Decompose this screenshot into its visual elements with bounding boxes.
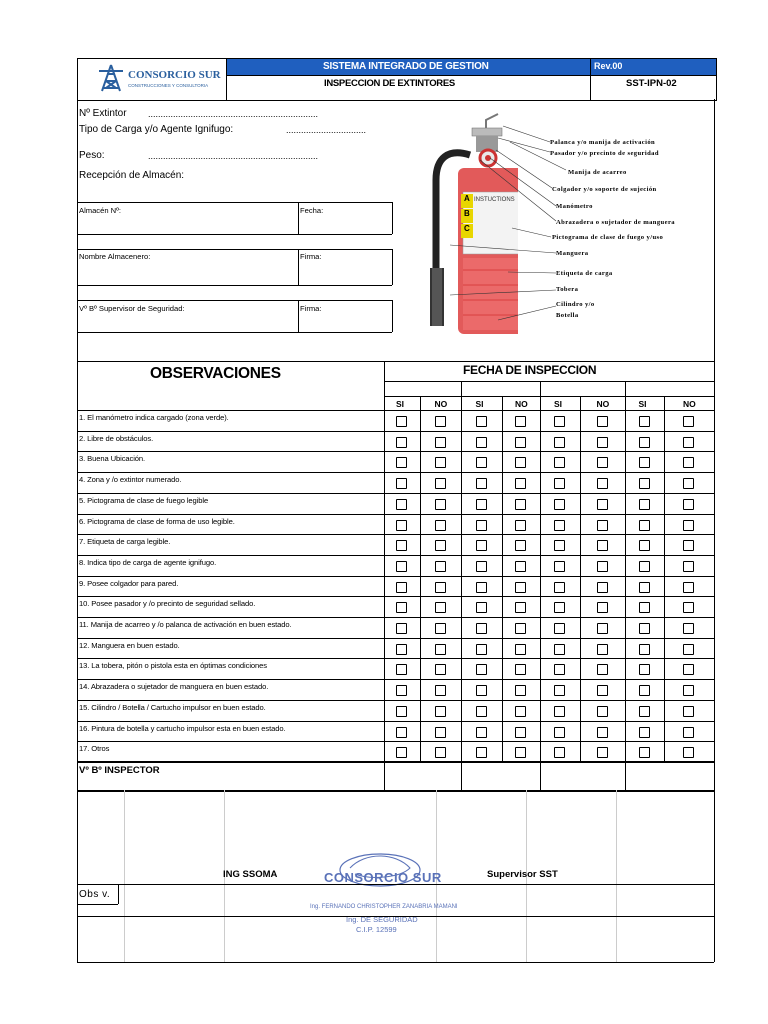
firma-label: Firma: (300, 252, 322, 261)
no-checkbox[interactable] (683, 478, 694, 489)
company-stamp (310, 848, 460, 940)
diagram-label-manguera: Manguera (556, 250, 589, 257)
checklist-item: 7. Etiqueta de carga legible. (79, 537, 171, 547)
si-checkbox[interactable] (639, 561, 650, 572)
no-checkbox[interactable] (597, 437, 608, 448)
si-checkbox[interactable] (639, 478, 650, 489)
si-checkbox[interactable] (476, 540, 487, 551)
diagram-label-cilindro: Cilindro y/o (556, 301, 595, 308)
no-checkbox[interactable] (515, 685, 526, 696)
si-checkbox[interactable] (554, 706, 565, 717)
extintor-label: Nº Extintor (79, 108, 127, 119)
no-checkbox[interactable] (683, 437, 694, 448)
si-checkbox[interactable] (476, 602, 487, 613)
tipo-carga-label: Tipo de Carga y/o Agente Ignifugo: (79, 124, 234, 135)
no-checkbox[interactable] (435, 478, 446, 489)
supervisor-sst-label: Supervisor SST (487, 869, 558, 880)
no-checkbox[interactable] (597, 540, 608, 551)
checklist-item: 10. Posee pasador y /o precinto de seguridad sellado. (79, 599, 256, 609)
no-checkbox[interactable] (435, 520, 446, 531)
si-checkbox[interactable] (396, 457, 407, 468)
no-checkbox[interactable] (515, 561, 526, 572)
checklist-item: 17. Otros (79, 744, 110, 754)
checklist-item: 9. Posee colgador para pared. (79, 578, 179, 588)
checklist-item: 12. Manguera en buen estado. (79, 640, 180, 650)
si-column-header: SI (475, 399, 484, 409)
no-checkbox[interactable] (515, 437, 526, 448)
stamp-engineer-name: Ing. FERNANDO CHRISTOPHER ZANABRIA MAMANI (310, 904, 458, 910)
class-c-label: C (464, 224, 470, 233)
vb-inspector-label: Vº Bº INSPECTOR (79, 765, 160, 776)
no-checkbox[interactable] (683, 520, 694, 531)
no-checkbox[interactable] (597, 644, 608, 655)
no-checkbox[interactable] (515, 664, 526, 675)
si-checkbox[interactable] (476, 727, 487, 738)
ing-ssoma-label: ING SSOMA (223, 869, 278, 880)
si-checkbox[interactable] (554, 437, 565, 448)
no-checkbox[interactable] (683, 561, 694, 572)
no-checkbox[interactable] (597, 582, 608, 593)
observaciones-title: OBSERVACIONES (150, 365, 281, 382)
si-checkbox[interactable] (554, 685, 565, 696)
si-checkbox[interactable] (639, 457, 650, 468)
checklist-item: 16. Pintura de botella y cartucho impulsor esta en buen estado. (79, 723, 286, 733)
peso-label: Peso: (79, 150, 105, 161)
si-checkbox[interactable] (639, 685, 650, 696)
si-checkbox[interactable] (396, 499, 407, 510)
no-checkbox[interactable] (683, 747, 694, 758)
no-checkbox[interactable] (435, 457, 446, 468)
si-column-header: SI (554, 399, 563, 409)
no-checkbox[interactable] (515, 499, 526, 510)
no-checkbox[interactable] (435, 747, 446, 758)
no-checkbox[interactable] (515, 644, 526, 655)
si-checkbox[interactable] (639, 644, 650, 655)
si-checkbox[interactable] (554, 623, 565, 634)
no-checkbox[interactable] (435, 416, 446, 427)
si-checkbox[interactable] (554, 478, 565, 489)
no-checkbox[interactable] (515, 706, 526, 717)
diagram-label-tobera: Tobera (556, 286, 579, 293)
checklist-item: 4. Zona y /o extintor numerado. (79, 475, 182, 485)
si-checkbox[interactable] (396, 623, 407, 634)
no-checkbox[interactable] (597, 416, 608, 427)
si-checkbox[interactable] (476, 416, 487, 427)
si-checkbox[interactable] (554, 664, 565, 675)
si-checkbox[interactable] (554, 602, 565, 613)
si-checkbox[interactable] (476, 644, 487, 655)
checklist-item: 3. Buena Ubicación. (79, 454, 146, 464)
no-checkbox[interactable] (683, 416, 694, 427)
no-checkbox[interactable] (515, 747, 526, 758)
si-column-header: SI (638, 399, 647, 409)
no-checkbox[interactable] (435, 499, 446, 510)
no-checkbox[interactable] (597, 561, 608, 572)
diagram-label-pictograma: Pictograma de clase de fuego y/uso (552, 234, 664, 241)
si-checkbox[interactable] (476, 747, 487, 758)
si-checkbox[interactable] (639, 520, 650, 531)
no-checkbox[interactable] (435, 664, 446, 675)
class-a-label: A (464, 194, 470, 203)
form-title: INSPECCION DE EXTINTORES (324, 78, 455, 89)
checklist-item: 2. Libre de obstáculos. (79, 433, 154, 443)
si-checkbox[interactable] (396, 747, 407, 758)
no-checkbox[interactable] (515, 623, 526, 634)
no-checkbox[interactable] (597, 499, 608, 510)
si-checkbox[interactable] (476, 623, 487, 634)
si-checkbox[interactable] (554, 727, 565, 738)
si-checkbox[interactable] (476, 582, 487, 593)
si-checkbox[interactable] (476, 437, 487, 448)
no-checkbox[interactable] (435, 540, 446, 551)
tower-logo-icon (96, 63, 126, 93)
si-checkbox[interactable] (396, 540, 407, 551)
no-checkbox[interactable] (597, 623, 608, 634)
si-checkbox[interactable] (476, 478, 487, 489)
no-column-header: NO (434, 399, 448, 409)
no-checkbox[interactable] (597, 685, 608, 696)
no-checkbox[interactable] (683, 685, 694, 696)
diagram-label-manija: Manija de acarreo (568, 169, 627, 176)
si-checkbox[interactable] (639, 602, 650, 613)
no-checkbox[interactable] (683, 623, 694, 634)
si-checkbox[interactable] (476, 685, 487, 696)
no-checkbox[interactable] (683, 602, 694, 613)
si-checkbox[interactable] (554, 499, 565, 510)
no-checkbox[interactable] (683, 540, 694, 551)
si-checkbox[interactable] (554, 582, 565, 593)
document-code: SST-IPN-02 (626, 78, 677, 89)
diagram-label-pasador: Pasador y/o precinto de seguridad (550, 150, 659, 157)
si-checkbox[interactable] (396, 582, 407, 593)
no-checkbox[interactable] (597, 747, 608, 758)
class-b-label: B (464, 209, 470, 218)
si-checkbox[interactable] (476, 457, 487, 468)
si-checkbox[interactable] (554, 644, 565, 655)
checklist-item: 6. Pictograma de clase de forma de uso legible. (79, 516, 235, 526)
no-checkbox[interactable] (683, 664, 694, 675)
no-checkbox[interactable] (683, 499, 694, 510)
checklist-item: 15. Cilindro / Botella / Cartucho impulsor en buen estado. (79, 702, 266, 712)
no-checkbox[interactable] (683, 457, 694, 468)
si-column-header: SI (396, 399, 405, 409)
no-checkbox[interactable] (515, 416, 526, 427)
si-checkbox[interactable] (476, 706, 487, 717)
si-checkbox[interactable] (396, 478, 407, 489)
no-checkbox[interactable] (597, 706, 608, 717)
no-checkbox[interactable] (515, 602, 526, 613)
si-checkbox[interactable] (554, 561, 565, 572)
si-checkbox[interactable] (639, 727, 650, 738)
no-checkbox[interactable] (515, 457, 526, 468)
no-checkbox[interactable] (435, 706, 446, 717)
si-checkbox[interactable] (639, 623, 650, 634)
diagram-label-botella: Botella (556, 312, 579, 319)
no-column-header: NO (683, 399, 696, 409)
no-checkbox[interactable] (597, 602, 608, 613)
recepcion-label: Recepción de Almacén: (79, 170, 185, 181)
no-checkbox[interactable] (435, 602, 446, 613)
no-checkbox[interactable] (435, 685, 446, 696)
si-checkbox[interactable] (396, 685, 407, 696)
no-checkbox[interactable] (597, 520, 608, 531)
no-checkbox[interactable] (435, 437, 446, 448)
si-checkbox[interactable] (396, 727, 407, 738)
no-checkbox[interactable] (435, 561, 446, 572)
almacen-label: Almacén Nº: (79, 206, 122, 215)
obs-label: Obs v. (79, 889, 111, 900)
no-column-header: NO (515, 399, 528, 409)
si-checkbox[interactable] (554, 416, 565, 427)
si-checkbox[interactable] (476, 499, 487, 510)
fecha-label: Fecha: (300, 206, 324, 215)
si-checkbox[interactable] (554, 747, 565, 758)
diagram-label-abrazadera: Abrazadera o sujetador de manguera (556, 219, 675, 226)
firma-label: Firma: (300, 304, 322, 313)
si-checkbox[interactable] (396, 644, 407, 655)
checklist-item: 8. Indica tipo de carga de agente ignifugo. (79, 557, 217, 567)
fecha-inspeccion-title: FECHA DE INSPECCION (463, 363, 597, 377)
no-checkbox[interactable] (515, 582, 526, 593)
stamp-role: Ing. DE SEGURIDAD (346, 915, 418, 924)
si-checkbox[interactable] (639, 664, 650, 675)
checklist-item: 11. Manija de acarreo y /o palanca de activación en buen estado. (79, 620, 292, 629)
no-checkbox[interactable] (515, 727, 526, 738)
vb-supervisor-label: Vº Bº Supervisor de Seguridad: (79, 304, 185, 313)
no-checkbox[interactable] (683, 727, 694, 738)
si-checkbox[interactable] (639, 582, 650, 593)
no-checkbox[interactable] (435, 727, 446, 738)
si-checkbox[interactable] (639, 437, 650, 448)
diagram-label-palanca: Palanca y/o manija de activación (550, 139, 656, 146)
tipo-carga-dots: ................................ (286, 125, 367, 135)
no-checkbox[interactable] (597, 727, 608, 738)
stamp-cip: C.I.P. 12599 (356, 925, 397, 934)
no-checkbox[interactable] (515, 540, 526, 551)
peso-dots: .................................................................... (148, 151, 319, 161)
no-checkbox[interactable] (515, 520, 526, 531)
si-checkbox[interactable] (396, 664, 407, 675)
no-checkbox[interactable] (597, 457, 608, 468)
si-checkbox[interactable] (396, 602, 407, 613)
si-checkbox[interactable] (476, 664, 487, 675)
checklist-item: 14. Abrazadera o sujetador de manguera en buen estado. (79, 682, 269, 692)
si-checkbox[interactable] (639, 747, 650, 758)
diagram-label-manometro: Manómetro (556, 203, 593, 210)
checklist-item: 5. Pictograma de clase de fuego legible (79, 495, 209, 505)
no-checkbox[interactable] (683, 582, 694, 593)
si-checkbox[interactable] (554, 540, 565, 551)
si-checkbox[interactable] (639, 416, 650, 427)
no-column-header: NO (596, 399, 610, 409)
si-checkbox[interactable] (554, 520, 565, 531)
company-logo (94, 61, 234, 95)
extintor-dots: .................................................................... (148, 109, 319, 119)
si-checkbox[interactable] (476, 561, 487, 572)
no-checkbox[interactable] (683, 644, 694, 655)
si-checkbox[interactable] (396, 437, 407, 448)
si-checkbox[interactable] (396, 706, 407, 717)
si-checkbox[interactable] (476, 520, 487, 531)
no-checkbox[interactable] (435, 623, 446, 634)
checklist-item: 1. El manómetro indica cargado (zona verde). (79, 413, 229, 422)
nombre-almacenero-label: Nombre Almacenero: (79, 252, 151, 261)
si-checkbox[interactable] (639, 499, 650, 510)
no-checkbox[interactable] (683, 706, 694, 717)
no-checkbox[interactable] (515, 478, 526, 489)
diagram-label-etiqueta: Etiqueta de carga (556, 270, 613, 277)
si-checkbox[interactable] (396, 416, 407, 427)
no-checkbox[interactable] (597, 664, 608, 675)
si-checkbox[interactable] (396, 520, 407, 531)
revision: Rev.00 (594, 61, 623, 71)
header (77, 58, 717, 101)
no-checkbox[interactable] (597, 478, 608, 489)
stamp-company-name: CONSORCIO SUR (324, 870, 442, 885)
si-checkbox[interactable] (639, 706, 650, 717)
logo-subtitle: CONSTRUCCIONES Y CONSULTORIA (128, 83, 209, 88)
si-checkbox[interactable] (554, 457, 565, 468)
si-checkbox[interactable] (396, 561, 407, 572)
no-checkbox[interactable] (435, 582, 446, 593)
logo-name: CONSORCIO SUR (128, 69, 221, 81)
checklist-item: 13. La tobera, pitón o pistola esta en óptimas condiciones (79, 661, 267, 671)
system-title: SISTEMA INTEGRADO DE GESTION (323, 61, 489, 72)
no-checkbox[interactable] (435, 644, 446, 655)
extinguisher-instructions: INSTUCTIONS (474, 197, 515, 203)
si-checkbox[interactable] (639, 540, 650, 551)
diagram-label-colgador: Colgador y/o soporte de sujeción (552, 186, 657, 193)
